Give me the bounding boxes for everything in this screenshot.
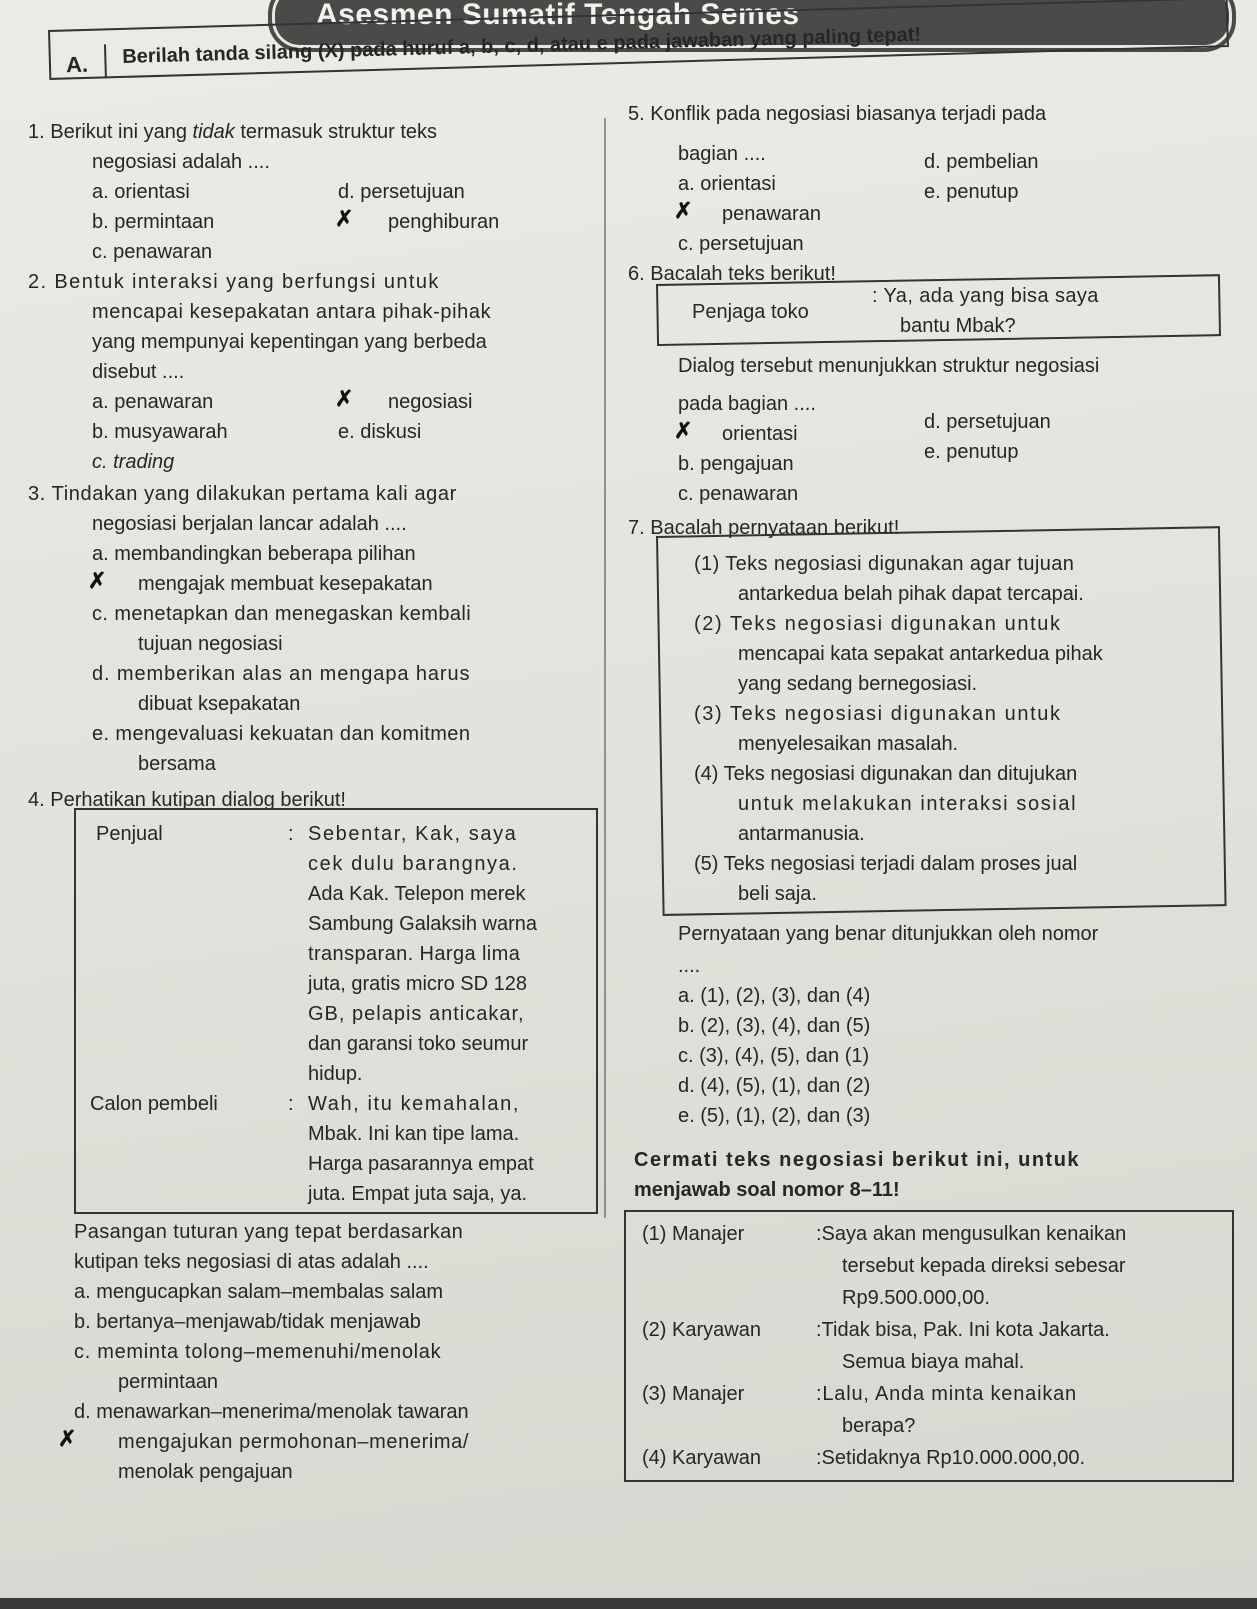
cross-mark-icon: ✗ (674, 418, 693, 443)
q5-option-c[interactable]: c. persetujuan (678, 233, 804, 255)
q6-stem: 6. Bacalah teks berikut! (628, 263, 836, 285)
q7-statement: antarkedua belah pihak dapat tercapai. (738, 583, 1084, 605)
q6-dialog-line2: bantu Mbak? (900, 315, 1016, 337)
q8-row-text: berapa? (842, 1415, 916, 1437)
q4-pembeli-line: Wah, itu kemahalan, (308, 1093, 520, 1115)
cross-mark-icon: ✗ (88, 568, 107, 593)
q7-question-line1: Pernyataan yang benar ditunjukkan oleh nomor (678, 923, 1099, 945)
q5-option-d[interactable]: d. pembelian (924, 151, 1039, 173)
q2-stem-line3: yang mempunyai kepentingan yang berbeda (92, 331, 487, 353)
q1-option-b[interactable]: b. permintaan (92, 211, 215, 233)
q4-option-c-line1[interactable]: c. meminta tolong–memenuhi/menolak (74, 1341, 442, 1363)
q7-statement: menyelesaikan masalah. (738, 733, 959, 755)
q4-penjual-line: Ada Kak. Telepon merek (308, 883, 526, 905)
q7-option-c[interactable]: c. (3), (4), (5), dan (1) (678, 1045, 870, 1067)
emphasis-text: tidak (192, 121, 235, 143)
cross-mark-icon: ✗ (674, 198, 693, 223)
q4-penjual-line: dan garansi toko seumur (308, 1033, 529, 1055)
q8-row-label: (2) Karyawan (642, 1319, 761, 1341)
q3-option-c-line2: tujuan negosiasi (138, 633, 283, 655)
q3-option-c-line1[interactable]: c. menetapkan dan menegaskan kembali (92, 603, 472, 625)
q4-option-b[interactable]: b. bertanya–menjawab/tidak menjawab (74, 1311, 421, 1333)
q8-dialog-box (624, 1210, 1234, 1482)
q4-option-a[interactable]: a. mengucapkan salam–membalas salam (74, 1281, 444, 1303)
q6-option-e[interactable]: e. penutup (924, 441, 1019, 463)
q1-option-a[interactable]: a. orientasi (92, 181, 190, 203)
q8-row-label: (1) Manajer (642, 1223, 745, 1245)
q8-row-text: tersebut kepada direksi sebesar (842, 1255, 1126, 1277)
q2-option-e[interactable]: e. diskusi (338, 421, 422, 443)
q4-penjual-line: juta, gratis micro SD 128 (308, 973, 527, 995)
q1-option-e[interactable]: penghiburan (388, 211, 500, 233)
q5-stem-line2: bagian .... (678, 143, 766, 165)
q5-option-b[interactable]: penawaran (722, 203, 821, 225)
q6-option-a[interactable]: orientasi (722, 423, 798, 445)
q2-option-b[interactable]: b. musyawarah (92, 421, 228, 443)
q2-stem-line2: mencapai kesepakatan antara pihak-pihak (92, 301, 492, 323)
q6-option-d[interactable]: d. persetujuan (924, 411, 1051, 433)
q6-speaker: Penjaga toko (692, 301, 809, 323)
q8-row-text: Rp9.500.000,00. (842, 1287, 990, 1309)
q4-question-line1: Pasangan tuturan yang tepat berdasarkan (74, 1221, 464, 1243)
column-divider (604, 118, 606, 1218)
q2-option-c[interactable]: c. trading (92, 451, 175, 473)
q7-statement: (2) Teks negosiasi digunakan untuk (694, 613, 1062, 635)
q4-penjual-line: hidup. (308, 1063, 363, 1085)
q7-stem: 7. Bacalah pernyataan berikut! (628, 517, 900, 539)
q1-stem-line1: 1. Berikut ini yang tidak termasuk struktur teks (28, 121, 438, 143)
q7-question-line2: .... (678, 955, 701, 977)
q7-statement: (3) Teks negosiasi digunakan untuk (694, 703, 1062, 725)
q3-option-b[interactable]: mengajak membuat kesepakatan (138, 573, 433, 595)
q4-option-e-line1[interactable]: mengajukan permohonan–menerima/ (118, 1431, 470, 1453)
q4-pembeli-line: Mbak. Ini kan tipe lama. (308, 1123, 520, 1145)
q5-option-e[interactable]: e. penutup (924, 181, 1019, 203)
q3-stem-line1: 3. Tindakan yang dilakukan pertama kali agar (28, 483, 457, 505)
q4-option-d[interactable]: d. menawarkan–menerima/menolak tawaran (74, 1401, 469, 1423)
q4-question-line2: kutipan teks negosiasi di atas adalah .... (74, 1251, 429, 1273)
page-title: Asesmen Sumatif Tengah Semes (316, 0, 800, 31)
q6-question-line1: Dialog tersebut menunjukkan struktur negosiasi (678, 355, 1100, 377)
q4-separator-2: : (288, 1093, 294, 1115)
q8-row-text: Semua biaya mahal. (842, 1351, 1025, 1373)
q1-stem-line2: negosiasi adalah .... (92, 151, 270, 173)
q7-option-b[interactable]: b. (2), (3), (4), dan (5) (678, 1015, 871, 1037)
q6-dialog-line1: : Ya, ada yang bisa saya (872, 285, 1099, 307)
q4-pembeli-line: Harga pasarannya empat (308, 1153, 534, 1175)
q3-option-a[interactable]: a. membandingkan beberapa pilihan (92, 543, 416, 565)
instruction-text: Berilah tanda silang (X) pada huruf a, b, c, d, atau e pada jawaban yang paling tepat! (122, 23, 922, 68)
q3-option-d-line2: dibuat ksepakatan (138, 693, 301, 715)
q6-option-c[interactable]: c. penawaran (678, 483, 799, 505)
q3-stem-line2: negosiasi berjalan lancar adalah .... (92, 513, 407, 535)
q7-option-e[interactable]: e. (5), (1), (2), dan (3) (678, 1105, 871, 1127)
q8-row-text: :Saya akan mengusulkan kenaikan (816, 1223, 1127, 1245)
q8-row-text: :Setidaknya Rp10.000.000,00. (816, 1447, 1086, 1469)
q4-penjual-line: transparan. Harga lima (308, 943, 521, 965)
q4-speaker-pembeli: Calon pembeli (90, 1093, 218, 1115)
q3-option-d-line1[interactable]: d. memberikan alas an mengapa harus (92, 663, 471, 685)
q4-pembeli-line: juta. Empat juta saja, ya. (308, 1183, 528, 1205)
cross-mark-icon: ✗ (335, 386, 354, 411)
page-bottom-edge (0, 1598, 1257, 1609)
q2-stem-line4: disebut .... (92, 361, 185, 383)
q4-separator-1: : (288, 823, 294, 845)
q4-stem: 4. Perhatikan kutipan dialog berikut! (28, 789, 346, 811)
q6-question-line2: pada bagian .... (678, 393, 816, 415)
q4-penjual-line: Sebentar, Kak, saya (308, 823, 518, 845)
cross-mark-icon: ✗ (335, 206, 354, 231)
section-label: A. (65, 51, 89, 78)
q4-penjual-line: Sambung Galaksih warna (308, 913, 538, 935)
q3-option-e-line1[interactable]: e. mengevaluasi kekuatan dan komitmen (92, 723, 471, 745)
q7-statement: (1) Teks negosiasi digunakan agar tujuan (694, 553, 1075, 575)
q2-stem-line1: 2. Bentuk interaksi yang berfungsi untuk (28, 271, 440, 293)
q1-option-c[interactable]: c. penawaran (92, 241, 213, 263)
q4-speaker-penjual: Penjual (96, 823, 163, 845)
q8-intro-line2: menjawab soal nomor 8–11! (634, 1179, 900, 1201)
q7-statement: (5) Teks negosiasi terjadi dalam proses jual (694, 853, 1078, 875)
q4-option-e-line2: menolak pengajuan (118, 1461, 293, 1483)
q2-option-a[interactable]: a. penawaran (92, 391, 214, 413)
q7-statement: (4) Teks negosiasi digunakan dan ditujukan (694, 763, 1078, 785)
q6-option-b[interactable]: b. pengajuan (678, 453, 794, 475)
q5-option-a[interactable]: a. orientasi (678, 173, 776, 195)
q8-intro-line1: Cermati teks negosiasi berikut ini, untuk (634, 1149, 1081, 1171)
q4-penjual-line: cek dulu barangnya. (308, 853, 519, 875)
q7-statement: beli saja. (738, 883, 817, 905)
cross-mark-icon: ✗ (58, 1426, 77, 1451)
q3-option-e-line2: bersama (138, 753, 216, 775)
q8-row-text: :Tidak bisa, Pak. Ini kota Jakarta. (816, 1319, 1110, 1341)
q7-statement: mencapai kata sepakat antarkedua pihak (738, 643, 1103, 665)
q4-penjual-line: GB, pelapis anticakar, (308, 1003, 525, 1025)
q7-option-d[interactable]: d. (4), (5), (1), dan (2) (678, 1075, 871, 1097)
q1-option-d[interactable]: d. persetujuan (338, 181, 465, 203)
q4-option-c-line2: permintaan (118, 1371, 219, 1393)
q7-statement: untuk melakukan interaksi sosial (738, 793, 1078, 815)
q7-option-a[interactable]: a. (1), (2), (3), dan (4) (678, 985, 871, 1007)
q2-option-d[interactable]: negosiasi (388, 391, 473, 413)
q7-statement: antarmanusia. (738, 823, 865, 845)
q5-stem-line1: 5. Konflik pada negosiasi biasanya terjadi pada (628, 103, 1047, 125)
q7-statement: yang sedang bernegosiasi. (738, 673, 978, 695)
q8-row-label: (3) Manajer (642, 1383, 745, 1405)
q8-row-text: :Lalu, Anda minta kenaikan (816, 1383, 1077, 1405)
q8-row-label: (4) Karyawan (642, 1447, 761, 1469)
